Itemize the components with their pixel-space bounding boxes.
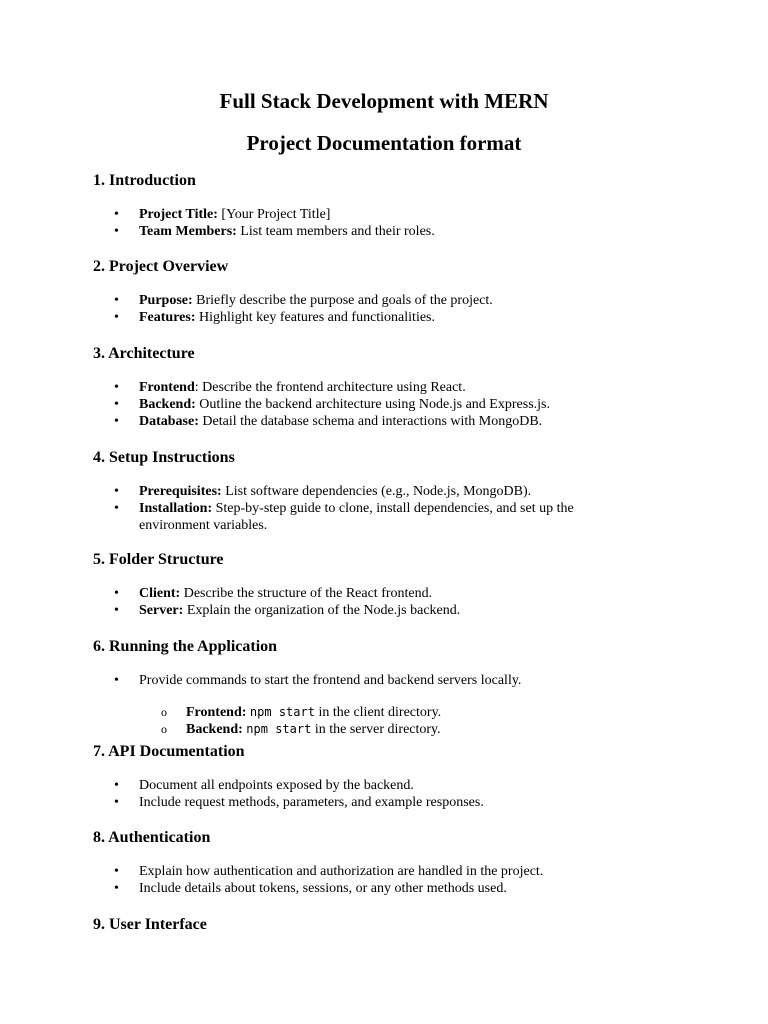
- list-item: [93, 483, 693, 500]
- document-subtitle: Project Documentation format: [246, 131, 522, 155]
- section-folder-structure: [93, 550, 693, 619]
- item-text: in the client directory.: [314, 705, 442, 720]
- document-title: Full Stack Development with MERN: [219, 89, 549, 113]
- bullet-icon: •: [114, 881, 119, 896]
- item-text: in the server directory.: [311, 722, 441, 737]
- sub-list: [139, 704, 693, 738]
- item-label: Features:: [139, 310, 196, 325]
- item-label: Team Members:: [139, 224, 237, 239]
- bullet-icon: •: [114, 778, 119, 793]
- item-text: Document all endpoints exposed by the backend.: [139, 778, 414, 793]
- item-label: Backend:: [186, 722, 243, 737]
- list-item: [93, 413, 693, 430]
- section-heading: 4. Setup Instructions: [93, 449, 235, 466]
- command-code: npm start: [246, 722, 312, 736]
- bullet-list: [93, 483, 693, 534]
- bullet-icon: •: [114, 864, 119, 879]
- section-heading: 6. Running the Application: [93, 638, 278, 655]
- item-text: Explain how authentication and authorization are handled in the project.: [139, 864, 544, 879]
- section-user-interface: [93, 915, 693, 935]
- bullet-icon: •: [114, 207, 119, 222]
- list-item: [93, 794, 693, 811]
- item-label: Frontend: [139, 380, 195, 395]
- section-heading: 3. Architecture: [93, 345, 195, 362]
- list-item: [93, 206, 693, 223]
- section-heading: 7. API Documentation: [93, 743, 245, 760]
- item-text: Include request methods, parameters, and example responses.: [139, 795, 484, 810]
- item-text: Provide commands to start the frontend and backend servers locally.: [139, 673, 522, 688]
- item-text: Outline the backend architecture using Node.js and Express.js.: [195, 397, 550, 412]
- list-item: [93, 500, 599, 534]
- item-text: List software dependencies (e.g., Node.js, MongoDB).: [221, 484, 532, 499]
- section-architecture: [93, 344, 693, 430]
- section-setup-instructions: [93, 448, 693, 534]
- item-label: Purpose:: [139, 293, 193, 308]
- item-label: Prerequisites:: [139, 484, 222, 499]
- bullet-list: [93, 863, 693, 897]
- item-text: Detail the database schema and interactions with MongoDB.: [198, 414, 543, 429]
- list-item: [93, 292, 693, 309]
- bullet-icon: •: [114, 293, 119, 308]
- list-item: [93, 880, 693, 897]
- bullet-icon: •: [114, 501, 119, 516]
- section-heading: 8. Authentication: [93, 829, 211, 846]
- section-api-documentation: [93, 742, 693, 811]
- section-heading: 2. Project Overview: [93, 258, 229, 275]
- item-text: List team members and their roles.: [236, 224, 435, 239]
- bullet-icon: •: [114, 673, 119, 688]
- section-project-overview: [93, 257, 693, 326]
- bullet-icon: •: [114, 586, 119, 601]
- sub-list-item: [139, 721, 693, 738]
- item-label: Database:: [139, 414, 199, 429]
- section-heading: 1. Introduction: [93, 172, 196, 189]
- item-text: Highlight key features and functionalities.: [195, 310, 435, 325]
- item-text: : Describe the frontend architecture using React.: [194, 380, 466, 395]
- section-heading: 5. Folder Structure: [93, 551, 224, 568]
- list-item: [93, 309, 693, 326]
- section-authentication: [93, 828, 693, 897]
- item-text: Briefly describe the purpose and goals of the project.: [192, 293, 493, 308]
- bullet-icon: •: [114, 310, 119, 325]
- item-label: Server:: [139, 603, 184, 618]
- item-label: Backend:: [139, 397, 196, 412]
- bullet-list: [93, 379, 693, 430]
- item-label: Project Title:: [139, 207, 218, 222]
- command-code: npm start: [249, 705, 315, 719]
- list-item: [93, 672, 693, 738]
- bullet-icon: •: [114, 224, 119, 239]
- list-item: [93, 863, 693, 880]
- bullet-list: [93, 672, 693, 738]
- list-item: [93, 223, 693, 240]
- bullet-icon: •: [114, 397, 119, 412]
- bullet-list: [93, 292, 693, 326]
- bullet-icon: •: [114, 380, 119, 395]
- item-text: Include details about tokens, sessions, or any other methods used.: [139, 881, 507, 896]
- bullet-icon: •: [114, 484, 119, 499]
- sub-list-item: [139, 704, 693, 721]
- section-running-application: [93, 637, 693, 738]
- list-item: [93, 777, 693, 794]
- item-text: [Your Project Title]: [217, 207, 331, 222]
- section-introduction: [93, 171, 693, 240]
- bullet-list: [93, 206, 693, 240]
- bullet-icon: •: [114, 414, 119, 429]
- list-item: [93, 379, 693, 396]
- section-heading: 9. User Interface: [93, 916, 207, 933]
- item-text: Describe the structure of the React frontend.: [180, 586, 433, 601]
- bullet-icon: •: [114, 603, 119, 618]
- bullet-list: [93, 585, 693, 619]
- bullet-list: [93, 777, 693, 811]
- sub-bullet-icon: o: [161, 705, 167, 719]
- item-label: Frontend:: [186, 705, 247, 720]
- item-text: Step-by-step guide to clone, install dependencies, and set up the environment variables.: [139, 501, 574, 533]
- item-label: Installation:: [139, 501, 213, 516]
- bullet-icon: •: [114, 795, 119, 810]
- sub-bullet-icon: o: [161, 722, 167, 736]
- list-item: [93, 396, 693, 413]
- list-item: [93, 585, 693, 602]
- list-item: [93, 602, 693, 619]
- item-text: Explain the organization of the Node.js backend.: [183, 603, 461, 618]
- item-label: Client:: [139, 586, 181, 601]
